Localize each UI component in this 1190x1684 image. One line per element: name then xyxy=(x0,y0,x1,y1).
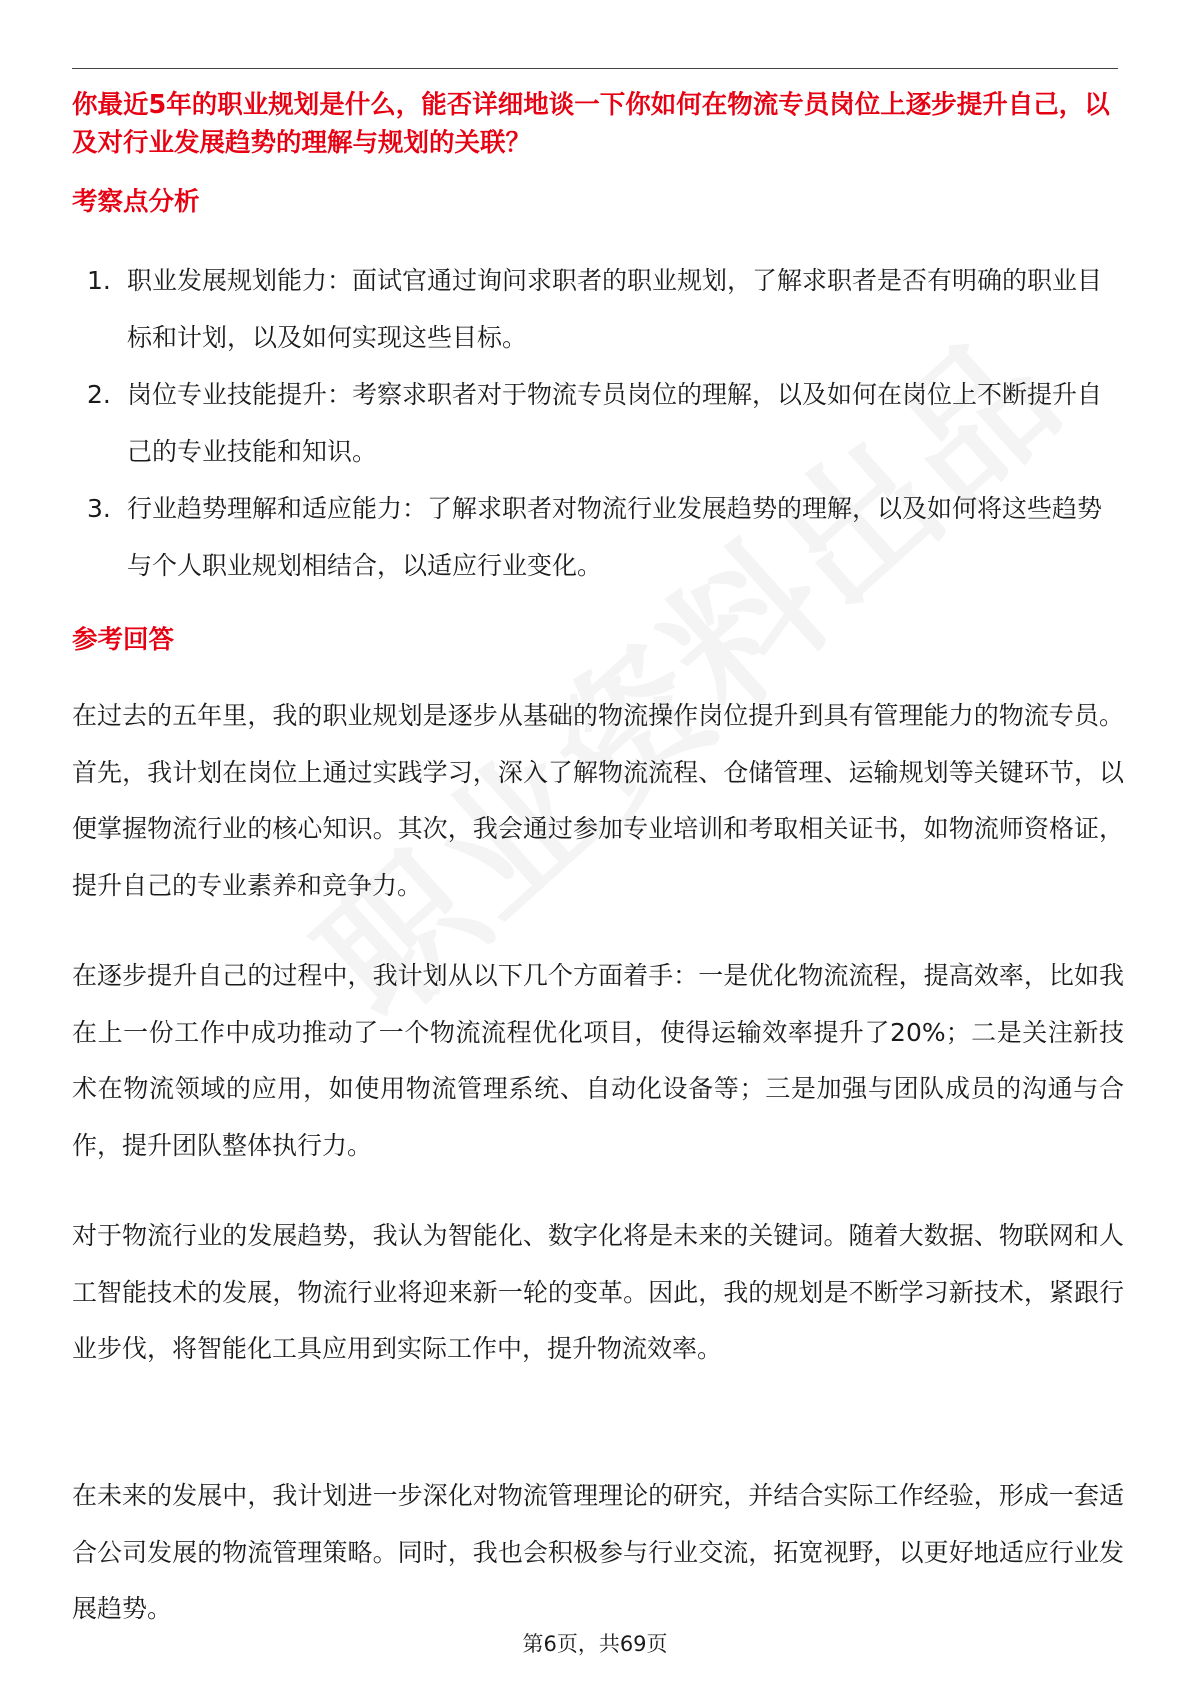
analysis-point-3 xyxy=(72,480,1122,594)
point-number: 3. xyxy=(87,494,111,523)
point-text: 职业发展规划能力：面试官通过询问求职者的职业规划，了解求职者是否有明确的职业目标和计划，以及如何实现这些目标。 xyxy=(127,266,1103,352)
answer-paragraph-4: 在未来的发展中，我计划进一步深化对物流管理理论的研究，并结合实际工作经验，形成一套适合公司发展的物流管理策略。同时，我也会积极参与行业交流，拓宽视野，以更好地适应行业发展趋势。 xyxy=(72,1481,1124,1623)
answer-paragraph-2: 在逐步提升自己的过程中，我计划从以下几个方面着手：一是优化物流流程，提高效率，比如我在上一份工作中成功推动了一个物流流程优化项目，使得运输效率提升了20%；二是关注新技术在物流领域的应用，如使用物流管理系统、自动化设备等；三是加强与团队成员的沟通与合作，提升团队整体执行力。 xyxy=(72,961,1124,1160)
answer-paragraph-1: 在过去的五年里，我的职业规划是逐步从基础的物流操作岗位提升到具有管理能力的物流专员。首先，我计划在岗位上通过实践学习，深入了解物流流程、仓储管理、运输规划等关键环节，以便掌握物流行业的核心知识。其次，我会通过参加专业培训和考取相关证书，如物流师资格证，提升自己的专业素养和竞争力。 xyxy=(72,701,1124,900)
question-heading: 你最近5年的职业规划是什么，能否详细地谈一下你如何在物流专员岗位上逐步提升自己，以及对行业发展趋势的理解与规划的关联？ xyxy=(72,90,1110,158)
point-number: 2. xyxy=(87,380,111,409)
point-text: 岗位专业技能提升：考察求职者对于物流专员岗位的理解，以及如何在岗位上不断提升自己的专业技能和知识。 xyxy=(127,380,1103,466)
point-text: 行业趋势理解和适应能力：了解求职者对物流行业发展趋势的理解，以及如何将这些趋势与个人职业规划相结合，以适应行业变化。 xyxy=(127,494,1103,580)
answer-title: 参考回答 xyxy=(72,625,175,655)
top-divider xyxy=(72,68,1118,69)
analysis-title: 考察点分析 xyxy=(72,187,200,217)
analysis-point-1 xyxy=(72,252,1122,366)
analysis-point-2 xyxy=(72,366,1122,480)
point-number: 1. xyxy=(87,266,111,295)
analysis-points xyxy=(72,252,1122,594)
page-footer: 第6页，共69页 xyxy=(522,1632,668,1656)
answer-paragraph-3: 对于物流行业的发展趋势，我认为智能化、数字化将是未来的关键词。随着大数据、物联网和人工智能技术的发展，物流行业将迎来新一轮的变革。因此，我的规划是不断学习新技术，紧跟行业步伐，将智能化工具应用到实际工作中，提升物流效率。 xyxy=(72,1221,1124,1363)
